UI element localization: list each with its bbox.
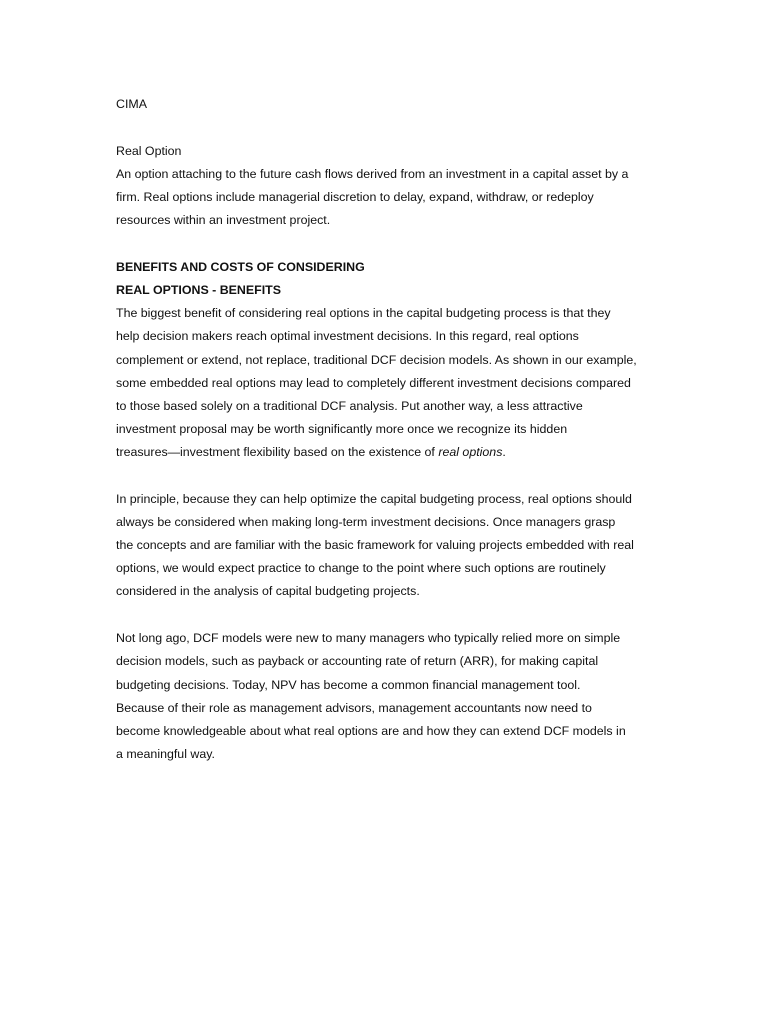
paragraph-3-line: become knowledgeable about what real options are and how they can extend DCF models in <box>116 724 626 738</box>
paragraph-1-line: help decision makers reach optimal investment decisions. In this regard, real options <box>116 329 579 343</box>
paragraph-2-line: always be considered when making long-term investment decisions. Once managers grasp <box>116 515 616 529</box>
paragraph-1-line: to those based solely on a traditional DCF analysis. Put another way, a less attractive <box>116 399 583 413</box>
paragraph-1-last-line-text: treasures—investment flexibility based on the existence of <box>116 445 439 459</box>
paragraph-3-line: decision models, such as payback or accounting rate of return (ARR), for making capital <box>116 654 599 668</box>
paragraph-3-line: Because of their role as management advisors, management accountants now need to <box>116 701 592 715</box>
paragraph-1-last-line <box>116 444 506 460</box>
paragraph-1-line: investment proposal may be worth significantly more once we recognize its hidden <box>116 422 568 436</box>
definition-line: An option attaching to the future cash flows derived from an investment in a capital asset by a <box>116 167 629 181</box>
paragraph-2-line: options, we would expect practice to change to the point where such options are routinely <box>116 561 606 575</box>
document-heading: CIMA <box>116 97 147 111</box>
paragraph-1-line: complement or extend, not replace, traditional DCF decision models. As shown in our example, <box>116 353 637 367</box>
paragraph-2-line: the concepts and are familiar with the basic framework for valuing projects embedded with real <box>116 538 634 552</box>
paragraph-3-line: Not long ago, DCF models were new to many managers who typically relied more on simple <box>116 631 621 645</box>
real-options-emphasis: real options <box>438 445 503 459</box>
definition-line: resources within an investment project. <box>116 213 331 227</box>
paragraph-3-line: a meaningful way. <box>116 747 215 761</box>
section-title: BENEFITS AND COSTS OF CONSIDERING <box>116 260 365 274</box>
paragraph-2-line: considered in the analysis of capital budgeting projects. <box>116 584 420 598</box>
section-subtitle: REAL OPTIONS - BENEFITS <box>116 283 281 297</box>
definition-term: Real Option <box>116 144 182 158</box>
paragraph-1-line: The biggest benefit of considering real options in the capital budgeting process is that they <box>116 306 611 320</box>
paragraph-1-last-line-end: . <box>502 445 506 459</box>
paragraph-3-line: budgeting decisions. Today, NPV has become a common financial management tool. <box>116 678 581 692</box>
definition-line: firm. Real options include managerial discretion to delay, expand, withdraw, or redeploy <box>116 190 594 204</box>
paragraph-2-line: In principle, because they can help optimize the capital budgeting process, real options should <box>116 492 632 506</box>
paragraph-1-line: some embedded real options may lead to completely different investment decisions compared <box>116 376 631 390</box>
